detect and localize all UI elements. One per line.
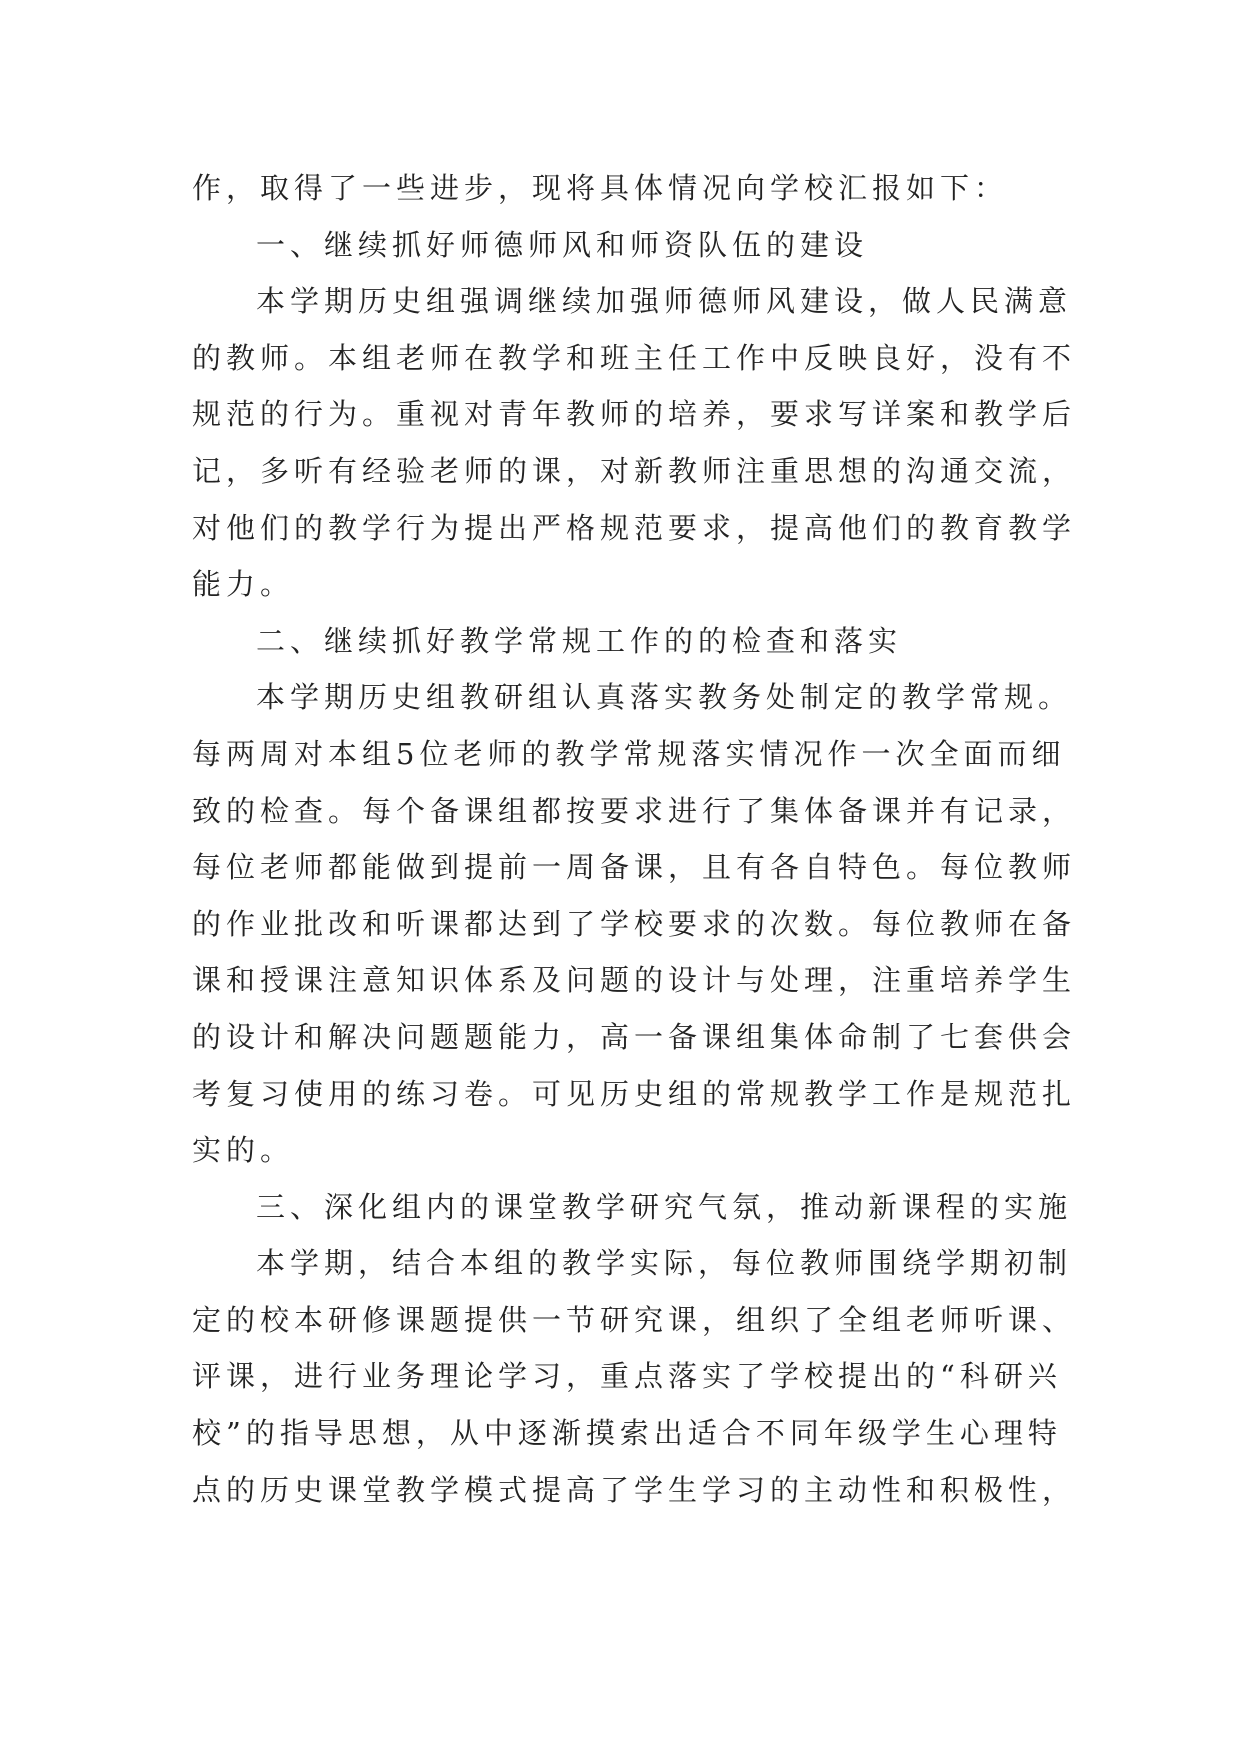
- text-line: 实的。: [192, 1133, 295, 1168]
- text-line: 本学期，结合本组的教学实际，每位教师围绕学期初制: [256, 1246, 1073, 1281]
- text-line: 的教师。本组老师在教学和班主任工作中反映良好，没有不: [192, 340, 1077, 375]
- text-line: 规范的行为。重视对青年教师的培养，要求写详案和教学后: [192, 397, 1077, 432]
- text-line: 一、继续抓好师德师风和师资队伍的建设: [256, 227, 869, 262]
- text-line: 点的历史课堂教学模式提高了学生学习的主动性和积极性，: [192, 1472, 1077, 1507]
- text-line: 作，取得了一些进步，现将具体情况向学校汇报如下：: [192, 171, 1009, 205]
- text-line: 二、继续抓好教学常规工作的的检查和落实: [256, 623, 903, 658]
- text-line: 课和授课注意知识体系及问题的设计与处理，注重培养学生: [192, 963, 1077, 998]
- text-line: 本学期历史组教研组认真落实教务处制定的教学常规。: [256, 680, 1073, 715]
- text-line: 每位老师都能做到提前一周备课，且有各自特色。每位教师: [192, 850, 1077, 885]
- text-line: 考复习使用的练习卷。可见历史组的常规教学工作是规范扎: [192, 1076, 1077, 1111]
- text-line: 每两周对本组5位老师的教学常规落实情况作一次全面而细: [192, 736, 1066, 771]
- text-line: 校”的指导思想，从中逐渐摸索出适合不同年级学生心理特: [192, 1416, 1062, 1451]
- text-line: 能力。: [192, 567, 295, 602]
- text-line: 定的校本研修课题提供一节研究课，组织了全组老师听课、: [192, 1302, 1077, 1337]
- text-line: 本学期历史组强调继续加强师德师风建设，做人民满意: [256, 284, 1073, 319]
- text-line: 记，多听有经验老师的课，对新教师注重思想的沟通交流，: [192, 453, 1077, 488]
- text-line: 致的检查。每个备课组都按要求进行了集体备课并有记录，: [192, 793, 1077, 828]
- text-line: 三、深化组内的课堂教学研究气氛，推动新课程的实施: [256, 1189, 1073, 1224]
- text-line: 评课，进行业务理论学习，重点落实了学校提出的“科研兴: [192, 1359, 1062, 1394]
- text-line: 的作业批改和听课都达到了学校要求的次数。每位教师在备: [192, 906, 1077, 941]
- document-body: [192, 160, 1092, 1518]
- text-line: 的设计和解决问题题能力，高一备课组集体命制了七套供会: [192, 1019, 1077, 1054]
- text-line: 对他们的教学行为提出严格规范要求，提高他们的教育教学: [192, 510, 1077, 545]
